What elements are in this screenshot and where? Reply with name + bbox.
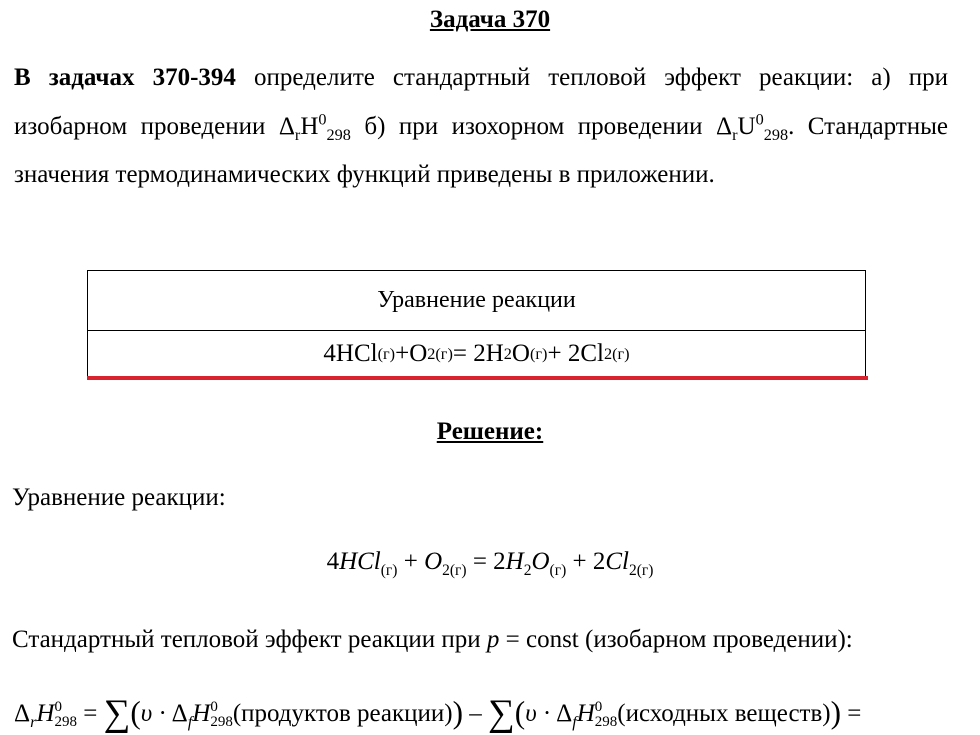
eq-sub: (г): [549, 562, 567, 579]
reaction-table: [87, 270, 866, 378]
dot-delta: · Δ: [152, 700, 188, 727]
paren: (: [514, 695, 526, 730]
enthalpy-formula: [14, 692, 861, 735]
eq-part: H: [505, 548, 524, 575]
symbol-nu: υ: [140, 700, 153, 727]
eq-part: HCl: [339, 548, 381, 575]
eq-part: O: [424, 548, 443, 575]
superscript-0: 0: [318, 110, 327, 129]
sub-f: f: [572, 713, 577, 731]
symbol-u: U: [737, 112, 756, 140]
eq-part: = 2: [466, 548, 506, 575]
symbol-h: H: [300, 112, 319, 140]
symbol-h: H: [576, 700, 595, 727]
eq-part: +O: [395, 340, 428, 367]
superscript-0: 0: [755, 110, 764, 129]
red-underline: [87, 376, 868, 380]
eq-part: 4HCl: [323, 340, 378, 367]
equals: =: [841, 700, 862, 727]
solution-heading: Решение:: [436, 418, 544, 445]
problem-title: Задача 370: [429, 6, 551, 33]
eq-part: 4: [326, 548, 340, 575]
products-label: (продуктов реакции): [232, 700, 453, 727]
statement-text-1: определите стандартный тепловой эффект реакции: а) при изобарном проведении Δ: [14, 64, 948, 140]
sum-sign: ∑: [103, 693, 131, 734]
eq-sub: 2(г): [628, 562, 654, 579]
eq-part: = 2H: [452, 340, 504, 367]
paren: ): [452, 695, 464, 730]
sup-sub: [210, 700, 233, 730]
symbol-h: H: [36, 700, 55, 727]
reaction-equation: [0, 548, 980, 579]
eq-sub: 2: [523, 562, 532, 579]
dot-delta: · Δ: [536, 700, 573, 727]
eq-part: Cl: [605, 548, 629, 575]
sub-r: r: [30, 713, 37, 731]
statement-text-2: б) при изохорном проведении Δ: [350, 112, 733, 140]
equals: =: [76, 700, 104, 727]
text-part: Стандартный тепловой эффект реакции при: [12, 626, 487, 653]
eq-part: + 2: [566, 548, 606, 575]
table-row: 4HCl (г) +O 2(г) = 2H 2 O (г) + 2Cl 2(г): [323, 340, 630, 367]
text-part: = const (изобарном проведении):: [499, 626, 853, 653]
problem-statement: [14, 54, 948, 200]
subscript-298: 298: [763, 125, 789, 144]
eq-sub: 2(г): [442, 562, 467, 579]
reaction-label: Уравнение реакции:: [12, 484, 226, 511]
problem-lead: В задачах 370-394: [14, 64, 236, 91]
delta: Δ: [14, 700, 31, 727]
eq-part: +: [397, 548, 425, 575]
reactants-label: (исходных веществ): [617, 700, 831, 727]
minus: –: [463, 700, 489, 727]
isobaric-text: [12, 626, 853, 654]
subscript-298: 298: [326, 125, 351, 144]
subscript-r: r: [294, 125, 301, 144]
subscript-r: r: [732, 125, 738, 144]
eq-part: + 2Cl: [547, 340, 604, 367]
symbol-nu: υ: [525, 700, 537, 727]
eq-part: O: [511, 340, 530, 367]
table-header: Уравнение реакции: [88, 271, 865, 331]
symbol-h: H: [192, 700, 211, 727]
sub-298: 298: [54, 714, 77, 731]
statement-text-3: . Стандартные значения термодинамических функций приведены в приложении.: [14, 112, 949, 188]
sub-f: f: [187, 713, 193, 731]
sub-298: 298: [594, 714, 618, 731]
sum-sign: ∑: [488, 693, 515, 734]
paren: ): [830, 695, 842, 730]
eq-sub: (г): [380, 562, 398, 579]
sup-0: 0: [210, 699, 218, 716]
symbol-p: p: [486, 626, 500, 653]
eq-part: O: [531, 548, 550, 575]
sup-0: 0: [594, 699, 603, 716]
sup-sub: [54, 700, 77, 730]
paren: (: [130, 695, 141, 730]
sup-0: 0: [54, 699, 62, 716]
sup-sub: [595, 700, 618, 730]
sub-298: 298: [210, 714, 233, 731]
